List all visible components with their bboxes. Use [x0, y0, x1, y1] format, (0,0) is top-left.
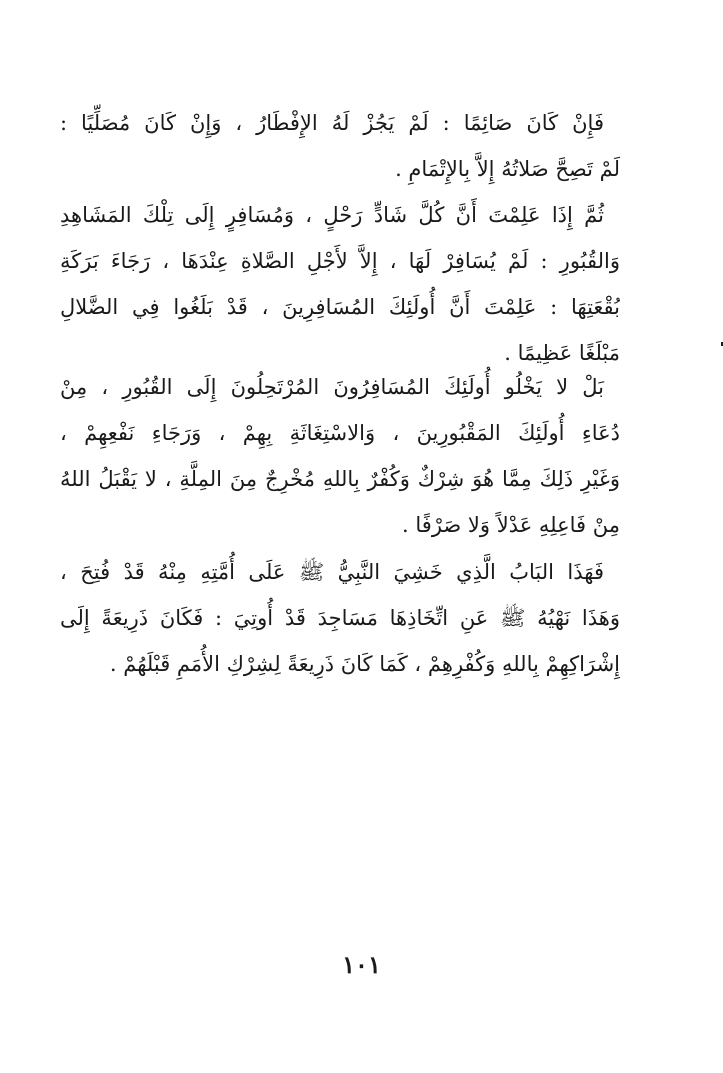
text-line: مَبْلَغًا عَظِيمًا . — [504, 341, 620, 365]
text-line: لَمْ تَصِحَّ صَلاتُهُ إِلاَّ بِالإِتْمَامِ . — [395, 157, 620, 181]
paragraph-3 — [60, 364, 620, 548]
page-number: ١٠١ — [342, 950, 381, 979]
text-line: فَإِنْ كَانَ صَائِمًا : لَمْ يَجُزْ لَهُ الإِفْطَارُ ، وَإِنْ كَانَ مُصَلِّيًا : — [60, 111, 604, 135]
text-line: بَلْ لا يَخْلُو أُولَئِكَ المُسَافِرُونَ المُرْتَحِلُونَ إِلَى القُبُورِ ، مِنْ — [60, 375, 604, 399]
paragraph-2 — [60, 192, 620, 376]
paragraph-1 — [60, 100, 620, 192]
text-line: وَالقُبُورِ : لَمْ يُسَافِرْ لَهَا ، إِلاَّ لأَجْلِ الصَّلاةِ عِنْدَهَا ، رَجَاءَ بَرَكَةِ — [60, 249, 620, 273]
text-line: إِشْرَاكِهِمْ بِاللهِ وَكُفْرِهِمْ ، كَمَا كَانَ ذَرِيعَةً لِشِرْكِ الأُمَمِ قَبْلَهُمْ . — [109, 652, 620, 676]
text-line: وَهَذَا نَهْيُهُ ﷺ عَنِ اتِّخَاذِهَا مَسَاجِدَ قَدْ أُوتِيَ : فَكَانَ ذَرِيعَةً إِلَى — [60, 606, 620, 630]
text-line: مِنْ فَاعِلِهِ عَدْلاً وَلا صَرْفًا . — [402, 513, 620, 537]
text-line: ثُمَّ إِذَا عَلِمْتَ أَنَّ كُلَّ شَادٍّ رَحْلٍ ، وَمُسَافِرٍ إِلَى تِلْكَ المَشَاهِدِ — [60, 203, 604, 227]
text-line: بُقْعَتِهَا : عَلِمْتَ أَنَّ أُولَئِكَ المُسَافِرِينَ ، قَدْ بَلَغُوا فِي الضَّلالِ — [60, 295, 620, 319]
text-line: دُعَاءِ أُولَئِكَ المَقْبُورِينَ ، وَالاسْتِغَاثَةِ بِهِمْ ، وَرَجَاءِ نَفْعِهِمْ ، — [60, 421, 620, 445]
text-line: فَهَذَا البَابُ الَّذِي خَشِيَ النَّبِيُّ ﷺ عَلَى أُمَّتِهِ مِنْهُ قَدْ فُتِحَ ، — [60, 560, 604, 584]
paragraph-4 — [60, 549, 620, 687]
text-line: وَغَيْرِ ذَلِكَ مِمَّا هُوَ شِرْكٌ وَكُفْرٌ بِاللهِ مُخْرِجٌ مِنَ المِلَّةِ ، لا يَقْبَلُ اللهُ — [60, 467, 620, 491]
